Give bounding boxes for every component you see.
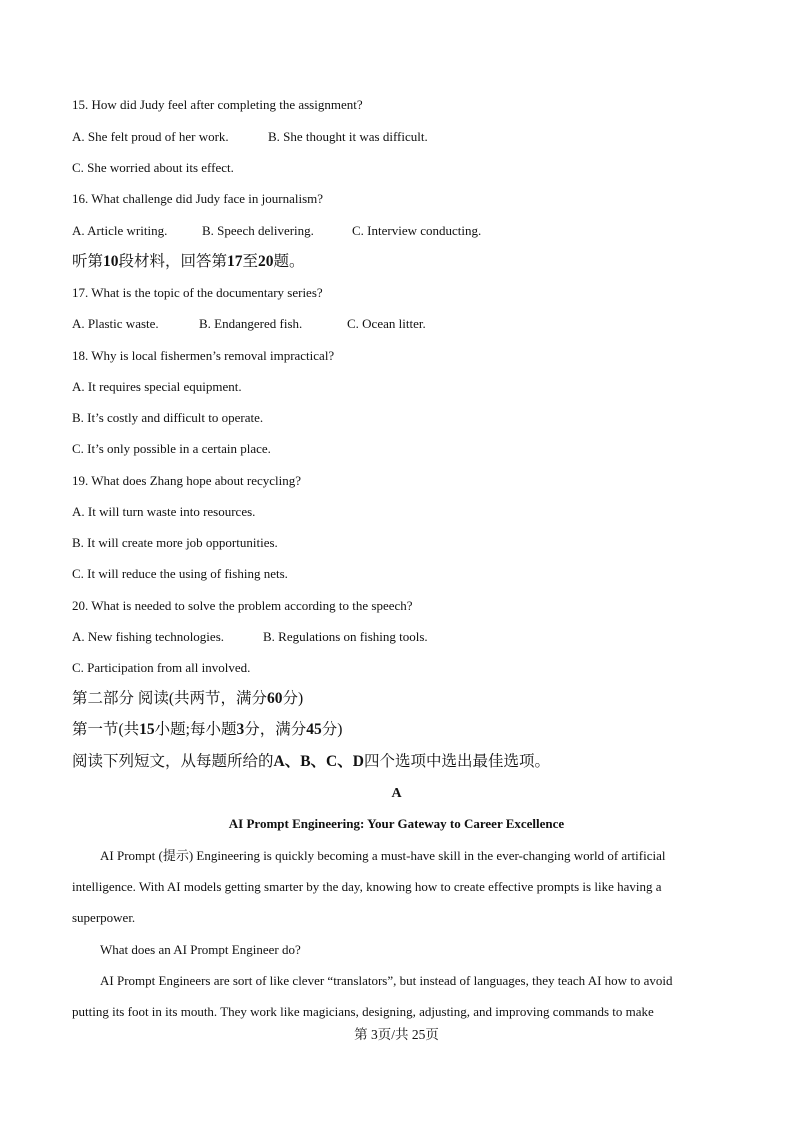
question-15-stem: 15. How did Judy feel after completing the assignment? — [72, 97, 363, 112]
option-b: B. She thought it was difficult. — [268, 129, 428, 144]
option-a: A. Article writing. — [72, 223, 168, 238]
passage-title: AI Prompt Engineering: Your Gateway to Career Excellence — [228, 816, 565, 831]
option-a: A. New fishing technologies. — [72, 629, 225, 644]
option-a: A. It will turn waste into resources. — [72, 504, 256, 519]
option-c: C. It’s only possible in a certain place. — [72, 441, 271, 456]
question-19-stem: 19. What does Zhang hope about recycling? — [72, 473, 301, 488]
question-16-options — [72, 223, 481, 239]
passage-line: putting its foot in its mouth. They work like magicians, designing, adjusting, and improving commands to make — [72, 1004, 654, 1019]
option-b: B. Speech delivering. — [202, 223, 314, 238]
passage-line: superpower. — [72, 910, 136, 925]
option-a: A. Plastic waste. — [72, 316, 159, 331]
option-b: B. It’s costly and difficult to operate. — [72, 410, 264, 425]
option-c: C. Interview conducting. — [352, 223, 482, 238]
option-b: B. It will create more job opportunities. — [72, 535, 278, 550]
question-20-options — [72, 629, 428, 645]
question-15-options — [72, 129, 428, 145]
question-16-stem: 16. What challenge did Judy face in journalism? — [72, 191, 324, 206]
passage-line: intelligence. With AI models getting smarter by the day, knowing how to create effective prompts is like having a — [72, 879, 662, 894]
passage-letter: A — [391, 786, 402, 801]
option-b: B. Regulations on fishing tools. — [263, 629, 428, 644]
passage-subheading: What does an AI Prompt Engineer do? — [100, 942, 301, 957]
passage-line: AI Prompt (提示) Engineering is quickly becoming a must-have skill in the ever-changing world of artificial — [100, 848, 666, 863]
page-number: 第 3页/共 25页 — [354, 1027, 439, 1042]
option-a: A. It requires special equipment. — [72, 379, 242, 394]
question-20-stem: 20. What is needed to solve the problem according to the speech? — [72, 598, 413, 613]
question-17-stem: 17. What is the topic of the documentary series? — [72, 285, 323, 300]
option-c: C. Ocean litter. — [347, 316, 426, 331]
option-c: C. It will reduce the using of fishing nets. — [72, 566, 288, 581]
part2-heading: 第二部分 阅读(共两节，满分60分) — [72, 690, 304, 707]
reading-instruction: 阅读下列短文，从每题所给的A、B、C、D四个选项中选出最佳选项。 — [72, 753, 550, 770]
option-c: C. Participation from all involved. — [72, 660, 251, 675]
part2-section1-heading: 第一节(共15小题;每小题3分，满分45分) — [72, 721, 343, 738]
option-c: C. She worried about its effect. — [72, 160, 234, 175]
passage-line: AI Prompt Engineers are sort of like clever “translators”, but instead of languages, they teach AI how to avoid — [100, 973, 673, 988]
question-18-stem: 18. Why is local fishermen’s removal impractical? — [72, 348, 335, 363]
question-17-options — [72, 316, 426, 332]
option-a: A. She felt proud of her work. — [72, 129, 229, 144]
listening-section-10-heading: 听第10段材料，回答第17至20题。 — [72, 253, 305, 270]
option-b: B. Endangered fish. — [199, 316, 303, 331]
